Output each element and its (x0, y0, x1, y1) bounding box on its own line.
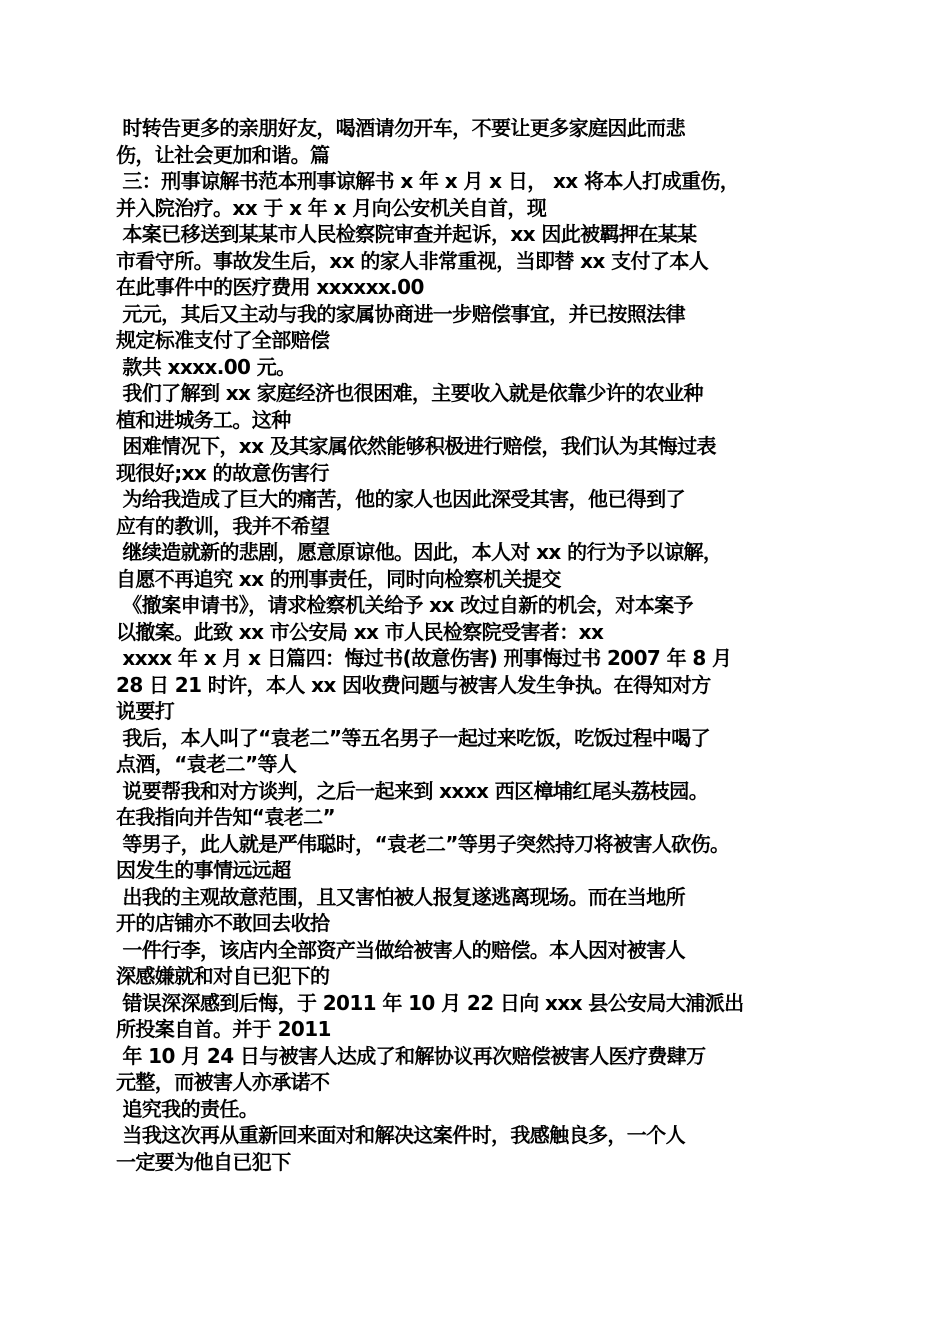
text-line: 我后，本人叫了“袁老二”等五名男子一起过来吃饭，吃饭过程中喝了 (116, 725, 711, 750)
text-line: 我们了解到 xx 家庭经济也很困难，主要收入就是依靠少许的农业种 (116, 381, 703, 405)
text-line: 一定要为他自已犯下 (116, 1149, 291, 1174)
text-line: 说要打 (116, 699, 175, 723)
text-line: 28 日 21 时许，本人 xx 因收费问题与被害人发生争执。在得知对方 (116, 672, 711, 697)
text-line: 因发生的事情远远超 (116, 858, 291, 882)
text-line: 市看守所。事故发生后，xx 的家人非常重视，当即替 xx 支付了本人 (116, 248, 709, 273)
text-line: 在此事件中的医疗费用 xxxxxx.00 (116, 275, 424, 299)
text-line: 规定标准支付了全部赔偿 (116, 328, 330, 352)
text-line: 植和进城务工。这种 (116, 407, 291, 432)
text-line: 元元，其后又主动与我的家属协商进一步赔偿事宜，并已按照法律 (116, 301, 685, 326)
text-line: 当我这次再从重新回来面对和解决这案件时，我感触良多，一个人 (116, 1123, 685, 1147)
text-line: 为给我造成了巨大的痛苦，他的家人也因此深受其害，他已得到了 (116, 487, 685, 511)
text-line: 继续造就新的悲剧，愿意原谅他。因此，本人对 xx 的行为予以谅解， (116, 540, 723, 564)
text-line: 现很好;xx 的故意伤害行 (116, 460, 329, 485)
text-line: 开的店铺亦不敢回去收拾 (116, 911, 330, 935)
text-line: 困难情况下，xx 及其家属依然能够积极进行赔偿，我们认为其悔过表 (116, 434, 716, 458)
text-line: 三：刑事谅解书范本刑事谅解书 x 年 x 月 x 日， xx 将本人打成重伤， (116, 169, 740, 193)
text-line: 时转告更多的亲朋好友，喝酒请勿开车，不要让更多家庭因此而悲 (116, 116, 685, 140)
text-line: 点酒，“袁老二”等人 (116, 752, 297, 776)
text-line: 深感嫌就和对自已犯下的 (116, 964, 330, 988)
text-line: 自愿不再追究 xx 的刑事责任，同时向检察机关提交 (116, 566, 561, 591)
text-line: 本案已移送到某某市人民检察院审查并起诉，xx 因此被羁押在某某 (116, 222, 697, 246)
text-line: 一件行李，该店内全部资产当做给被害人的赔偿。本人因对被害人 (116, 937, 685, 962)
text-line: 伤，让社会更加和谐。篇 (116, 142, 330, 167)
text-line: 等男子，此人就是严伟聪时，“袁老二”等男子突然持刀将被害人砍伤。 (116, 831, 730, 856)
text-line: 并入院治疗。xx 于 x 年 x 月向公安机关自首，现 (116, 195, 547, 220)
text-line: 应有的教训，我并不希望 (116, 513, 330, 538)
text-line: 说要帮我和对方谈判，之后一起来到 xxxx 西区樟埔红尾头荔枝园。 (116, 778, 709, 803)
text-line: 以撤案。此致 xx 市公安局 xx 市人民检察院受害者：xx (116, 619, 604, 644)
text-line: 出我的主观故意范围，且又害怕被人报复遂逃离现场。而在当地所 (116, 884, 685, 909)
document-body (116, 115, 856, 1175)
text-line: 元整，而被害人亦承诺不 (116, 1070, 330, 1094)
text-line: 款共 xxxx.00 元。 (116, 354, 296, 379)
text-line: 所投案自首。并于 2011 (116, 1017, 331, 1041)
text-line: xxxx 年 x 月 x 日篇四：悔过书(故意伤害) 刑事悔过书 2007 年 8 月 (116, 646, 732, 670)
text-line: 错误深深感到后悔，于 2011 年 10 月 22 日向 xxx 县公安局大浦派出 (116, 990, 744, 1015)
text-line: 年 10 月 24 日与被害人达成了和解协议再次赔偿被害人医疗费肆万 (116, 1043, 706, 1068)
text-line: 追究我的责任。 (116, 1096, 259, 1121)
text-line: 在我指向并告知“袁老二” (116, 805, 336, 829)
text-line: 《撤案申请书》，请求检察机关给予 xx 改过自新的机会，对本案予 (116, 593, 693, 617)
